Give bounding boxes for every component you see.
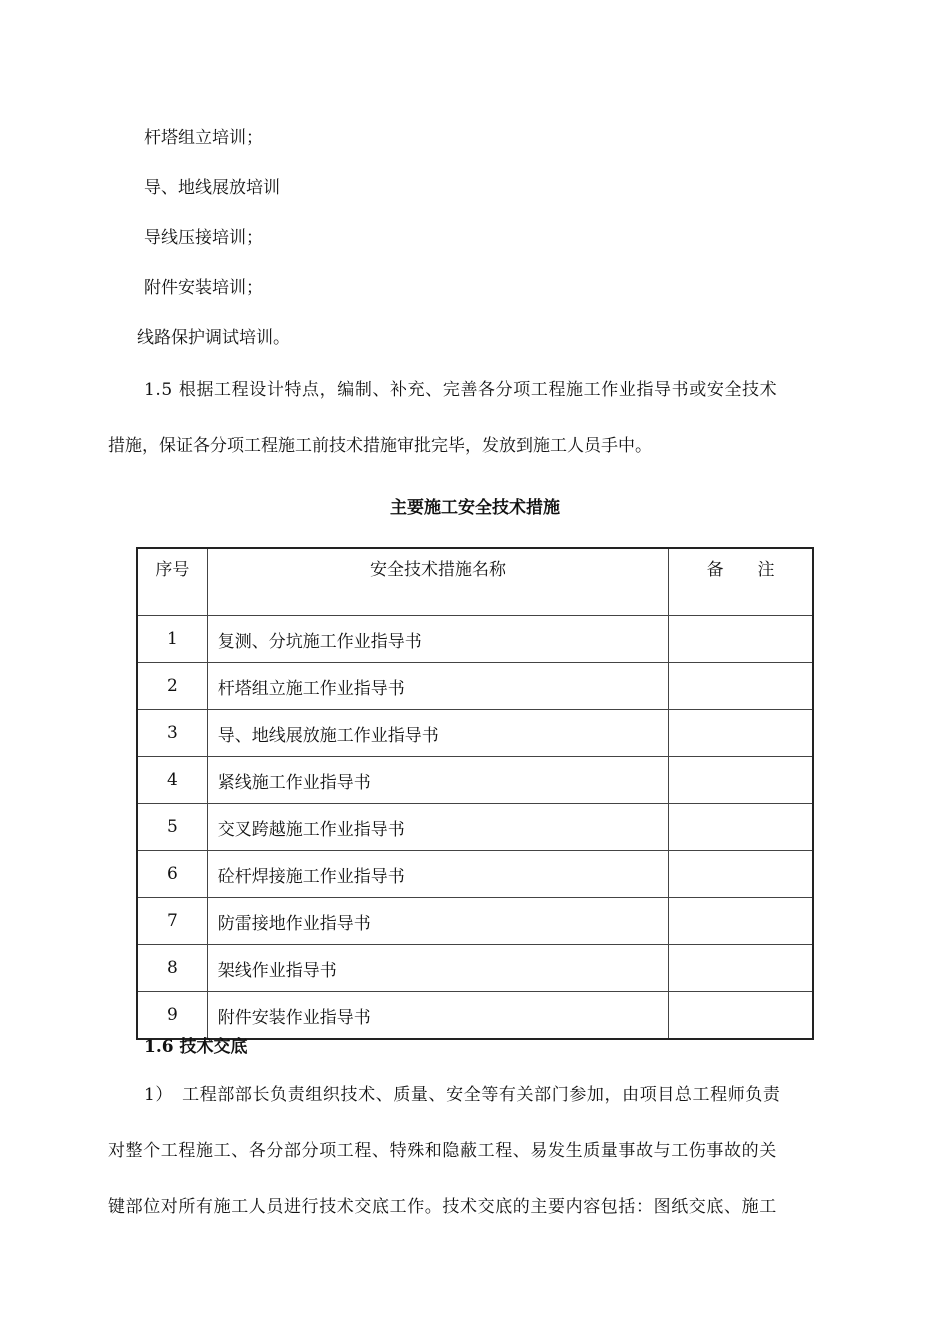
paragraph-line: 键部位对所有施工人员进行技术交底工作。技术交底的主要内容包括：图纸交底、施工 — [108, 1197, 777, 1217]
table-title: 主要施工安全技术措施 — [390, 498, 560, 518]
row-name: 防雷接地作业指导书 — [207, 898, 668, 945]
row-no: 3 — [137, 710, 207, 757]
row-no: 5 — [137, 804, 207, 851]
row-no: 1 — [137, 616, 207, 663]
table-header-row — [137, 548, 813, 616]
list-item: 导、地线展放培训 — [144, 178, 280, 198]
row-no: 2 — [137, 663, 207, 710]
paragraph-line: 1） 工程部部长负责组织技术、质量、安全等有关部门参加，由项目总工程师负责 — [144, 1085, 781, 1105]
row-remark — [669, 992, 813, 1040]
row-remark — [669, 945, 813, 992]
row-remark — [669, 804, 813, 851]
table-row — [137, 851, 813, 898]
measures-table — [136, 547, 814, 1040]
table-row — [137, 710, 813, 757]
table-row — [137, 804, 813, 851]
row-name: 架线作业指导书 — [207, 945, 668, 992]
row-remark — [669, 757, 813, 804]
table-row — [137, 945, 813, 992]
paragraph-line: 措施，保证各分项工程施工前技术措施审批完毕，发放到施工人员手中。 — [108, 436, 652, 456]
row-remark — [669, 616, 813, 663]
row-no: 7 — [137, 898, 207, 945]
row-remark — [669, 898, 813, 945]
row-remark — [669, 851, 813, 898]
list-item: 附件安装培训； — [144, 278, 263, 298]
table-row — [137, 757, 813, 804]
row-name: 复测、分坑施工作业指导书 — [207, 616, 668, 663]
paragraph-line: 1.5 根据工程设计特点，编制、补充、完善各分项工程施工作业指导书或安全技术 — [144, 380, 778, 400]
row-name: 附件安装作业指导书 — [207, 992, 668, 1040]
row-remark — [669, 663, 813, 710]
row-remark — [669, 710, 813, 757]
list-item: 线路保护调试培训。 — [137, 328, 290, 348]
row-no: 9 — [137, 992, 207, 1040]
table-row — [137, 616, 813, 663]
row-name: 导、地线展放施工作业指导书 — [207, 710, 668, 757]
header-name: 安全技术措施名称 — [207, 548, 668, 616]
row-name: 紧线施工作业指导书 — [207, 757, 668, 804]
list-item: 杆塔组立培训； — [144, 128, 263, 148]
list-item: 导线压接培训； — [144, 228, 263, 248]
header-remark: 备 注 — [669, 548, 813, 616]
row-no: 8 — [137, 945, 207, 992]
section-heading: 1.6 技术交底 — [144, 1037, 248, 1057]
header-no: 序号 — [137, 548, 207, 616]
row-name: 杆塔组立施工作业指导书 — [207, 663, 668, 710]
row-no: 6 — [137, 851, 207, 898]
row-name: 砼杆焊接施工作业指导书 — [207, 851, 668, 898]
table-row — [137, 663, 813, 710]
row-no: 4 — [137, 757, 207, 804]
table-row — [137, 898, 813, 945]
row-name: 交叉跨越施工作业指导书 — [207, 804, 668, 851]
table-row — [137, 992, 813, 1040]
paragraph-line: 对整个工程施工、各分部分项工程、特殊和隐蔽工程、易发生质量事故与工伤事故的关 — [108, 1141, 777, 1161]
